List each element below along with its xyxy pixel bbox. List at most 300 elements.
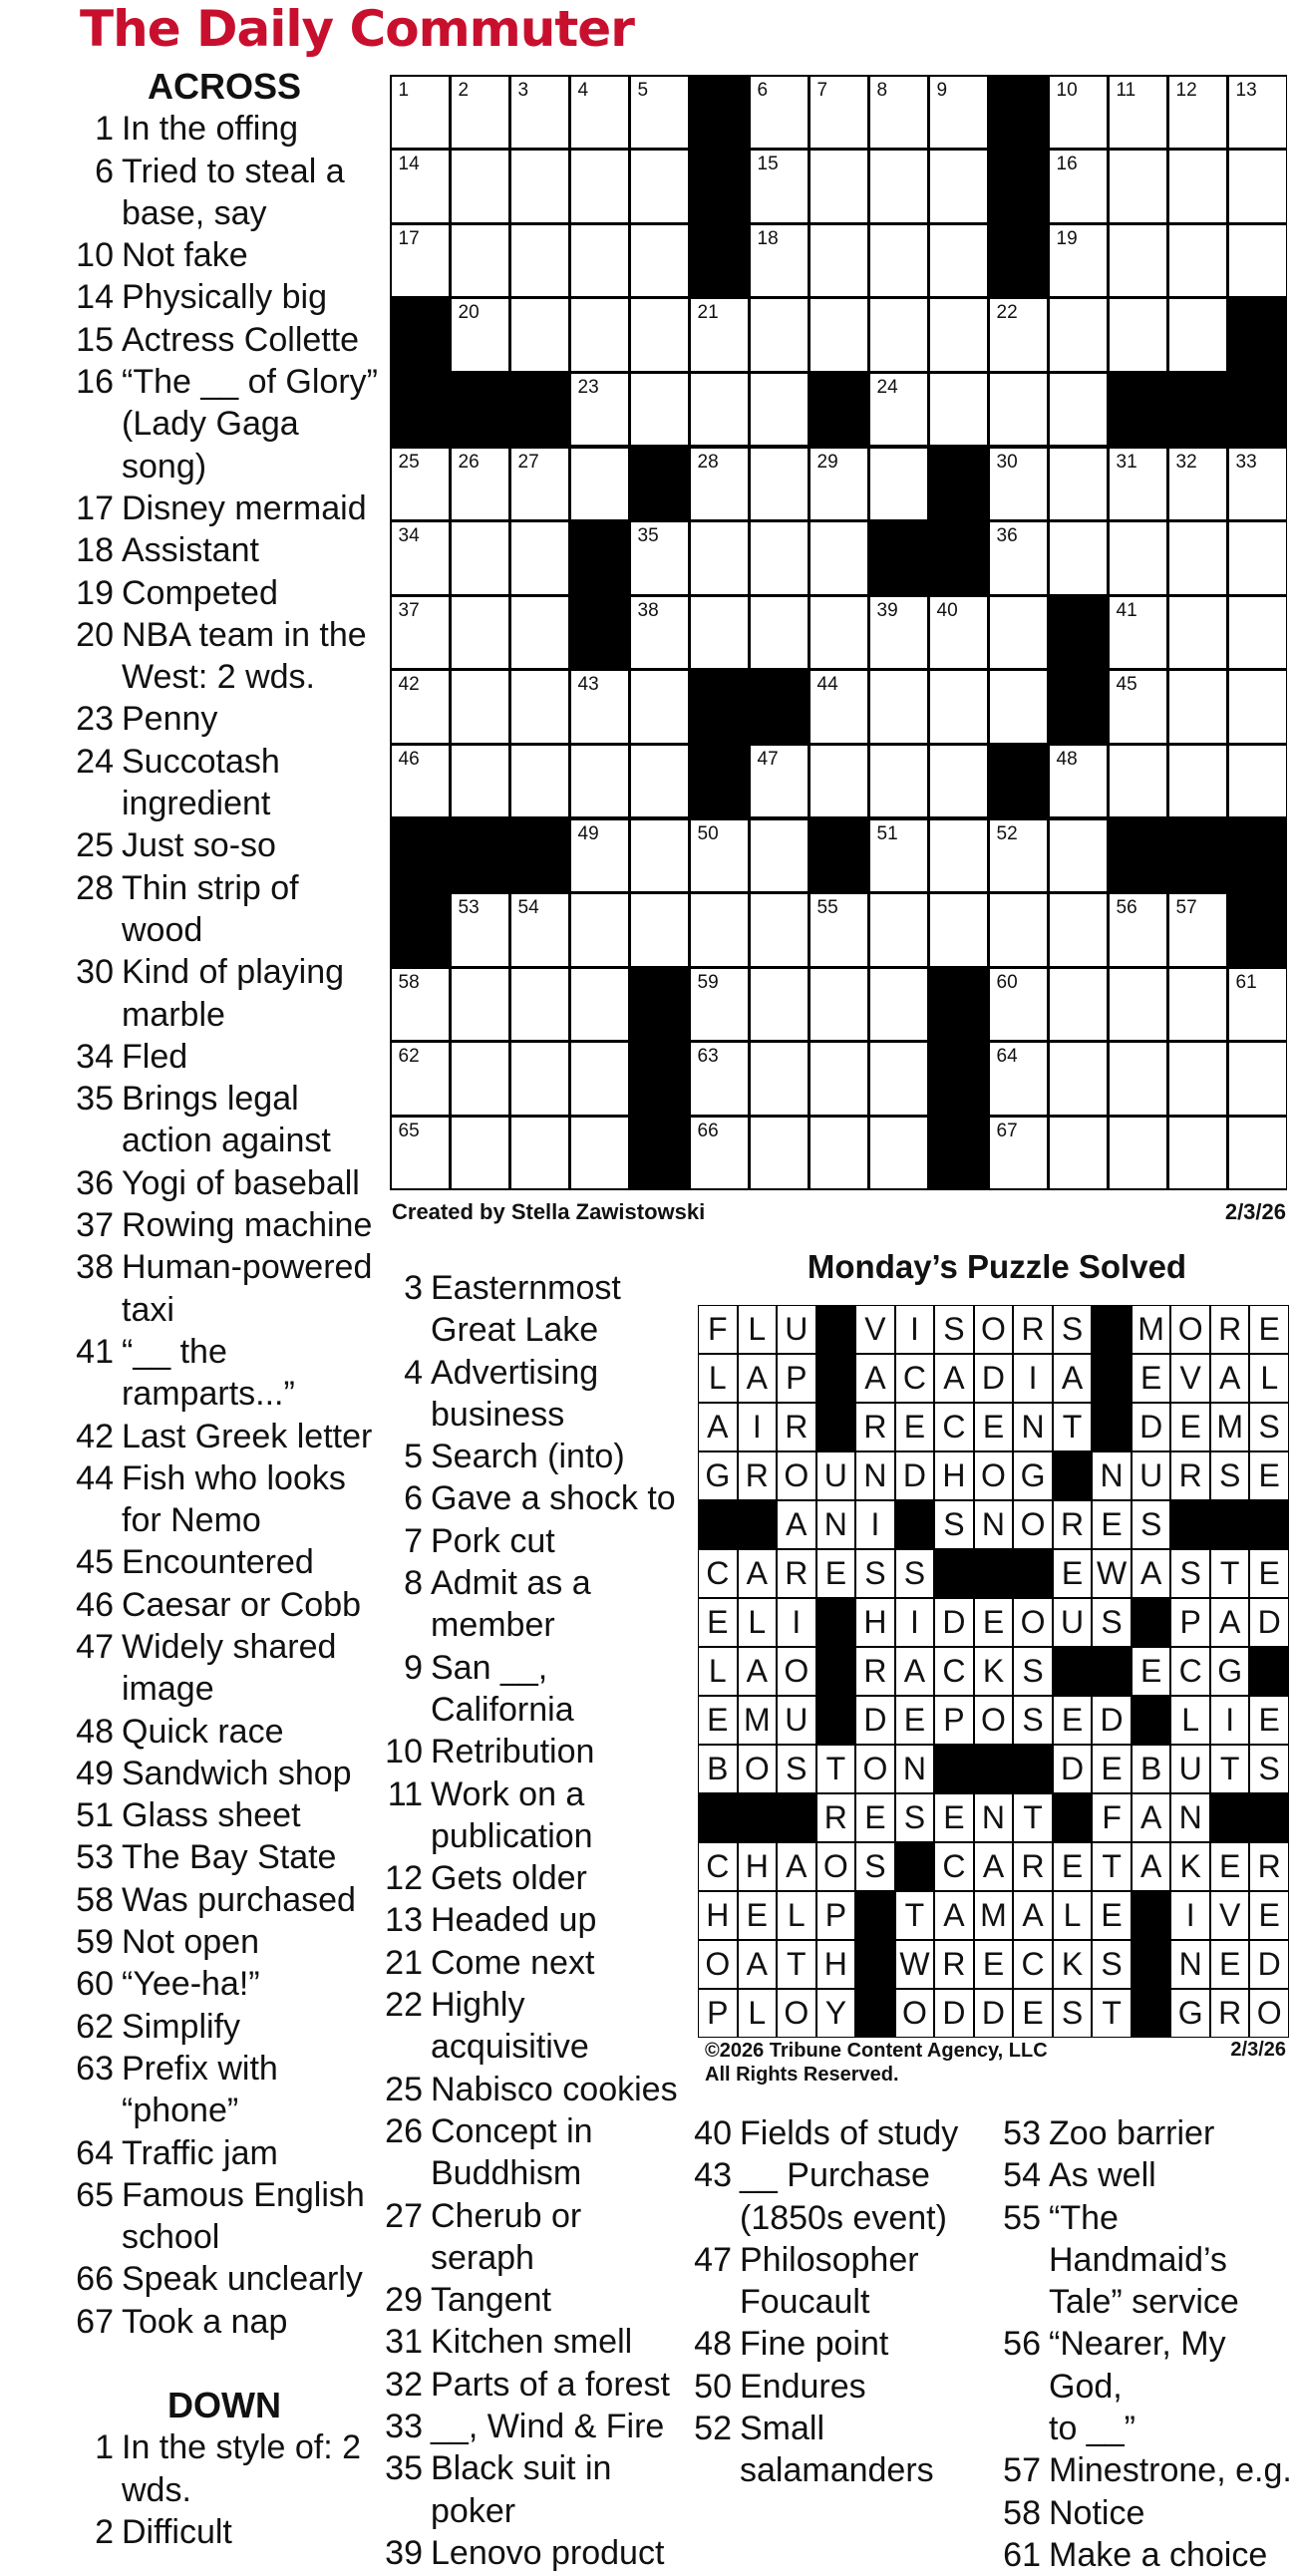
grid-square	[571, 449, 628, 520]
square-number: 29	[816, 451, 838, 473]
clue-line	[688, 2281, 987, 2323]
grid-square	[392, 746, 449, 817]
solution-letter: G	[1014, 1452, 1052, 1499]
square-number: 47	[757, 748, 779, 770]
solution-black-square	[1249, 1793, 1289, 1842]
grid-square	[631, 151, 688, 222]
clue-line	[70, 319, 379, 361]
grid-square	[511, 597, 568, 669]
clue-text: The Bay State	[122, 1838, 337, 1877]
grid-square	[691, 522, 748, 594]
clue-text: __ Purchase	[740, 2156, 930, 2195]
solution-letter: A	[739, 1355, 777, 1402]
solution-letter: E	[817, 1550, 855, 1597]
clue-number	[379, 1604, 423, 1646]
clue-line	[70, 108, 379, 150]
clue-line	[997, 2408, 1296, 2449]
grid-square	[452, 225, 508, 297]
clue-line	[379, 2447, 688, 2489]
clue-text: San __,	[431, 1648, 548, 1687]
clue-line	[379, 1647, 688, 1689]
solution-black-square	[855, 1989, 895, 2038]
solution-letter: R	[1054, 1501, 1092, 1548]
black-square	[509, 372, 569, 447]
solution-letter: D	[1250, 1941, 1288, 1988]
solution-letter: P	[778, 1355, 815, 1402]
solution-letter: O	[896, 1990, 934, 2037]
solution-letter: I	[896, 1306, 934, 1353]
solution-letter: H	[699, 1892, 737, 1939]
grid-square	[691, 299, 748, 371]
square-number: 10	[1056, 79, 1078, 101]
clue-number	[70, 446, 114, 487]
clue-number: 29	[385, 2281, 423, 2320]
solution-letter: L	[1171, 1697, 1209, 1744]
solution-letter: N	[1093, 1452, 1131, 1499]
grid-square	[1050, 894, 1107, 966]
square-number: 32	[1175, 451, 1197, 473]
solution-black-square	[1210, 1793, 1250, 1842]
grid-square	[452, 1043, 508, 1115]
square-number: 22	[996, 302, 1018, 324]
clue-line	[379, 1689, 688, 1731]
solution-letter: I	[1171, 1892, 1209, 1939]
square-number: 14	[398, 154, 420, 175]
clue-line	[70, 2216, 379, 2258]
grid-square	[810, 746, 867, 817]
grid-square	[870, 1043, 927, 1115]
clue-line	[70, 994, 379, 1036]
square-number: 25	[398, 451, 420, 473]
grid-square	[511, 746, 568, 817]
clue-line	[70, 2048, 379, 2090]
clue-line	[379, 2237, 688, 2279]
square-number: 2	[458, 79, 470, 101]
grid-square	[452, 894, 508, 966]
solution-letter: S	[778, 1746, 815, 1792]
clue-text: “Yee-ha!”	[122, 1965, 260, 2004]
clue-line	[70, 1626, 379, 1668]
clue-text: Tale” service	[1049, 2283, 1239, 2322]
solution-black-square	[816, 1598, 856, 1647]
solution-letter: Y	[817, 1990, 855, 2037]
grid-square	[870, 374, 927, 446]
clue-line	[688, 2408, 987, 2449]
solution-black-square	[1249, 1647, 1289, 1696]
solution-letter: S	[1250, 1746, 1288, 1792]
clue-line	[70, 2090, 379, 2131]
square-number: 60	[996, 971, 1018, 993]
grid-square	[930, 820, 987, 892]
solution-letter: H	[935, 1452, 973, 1499]
grid-square	[452, 671, 508, 743]
grid-square	[1110, 597, 1166, 669]
clue-line	[688, 2112, 987, 2154]
grid-square	[870, 151, 927, 222]
grid-square	[810, 77, 867, 149]
solution-letter: N	[1014, 1404, 1052, 1450]
clue-number: 48	[694, 2325, 732, 2364]
clue-line	[70, 698, 379, 740]
black-square	[1167, 818, 1227, 893]
square-number: 34	[398, 525, 420, 547]
solution-letter: T	[896, 1892, 934, 1939]
grid-square	[511, 894, 568, 966]
square-number: 15	[757, 154, 779, 175]
clue-line	[997, 2534, 1296, 2576]
square-number: 30	[996, 451, 1018, 473]
clue-line	[70, 1753, 379, 1794]
solution-black-square	[1132, 1989, 1171, 2038]
solution-letter: O	[856, 1746, 894, 1792]
grid-square	[990, 449, 1047, 520]
square-number: 39	[876, 599, 898, 621]
grid-square	[691, 374, 748, 446]
grid-square	[1050, 969, 1107, 1041]
solution-letter: E	[856, 1794, 894, 1841]
square-number: 26	[458, 451, 480, 473]
clue-text: (Lady Gaga	[122, 405, 299, 444]
grid-square	[930, 225, 987, 297]
grid-square	[1169, 597, 1226, 669]
solution-letter: D	[935, 1990, 973, 2037]
solution-letter: M	[1133, 1306, 1170, 1353]
clue-text: Succotash	[122, 742, 280, 781]
clue-number	[70, 2090, 114, 2131]
clue-text: Prefix with	[122, 2049, 278, 2088]
black-square	[390, 818, 450, 893]
solution-grid	[698, 1305, 1289, 2038]
solution-letter: E	[1054, 1697, 1092, 1744]
solution-letter: O	[739, 1746, 777, 1792]
clue-line	[70, 192, 379, 234]
solution-letter: E	[1054, 1843, 1092, 1890]
square-number: 52	[996, 822, 1018, 844]
grid-square	[870, 820, 927, 892]
grid-square	[691, 1043, 748, 1115]
solution-letter: E	[1093, 1746, 1131, 1792]
grid-square	[990, 597, 1047, 669]
grid-square	[810, 894, 867, 966]
grid-square	[1169, 894, 1226, 966]
clue-text: base, say	[122, 193, 267, 232]
square-number: 3	[517, 79, 529, 101]
square-number: 11	[1116, 79, 1136, 101]
grid-square	[751, 225, 808, 297]
clue-text: __, Wind & Fire	[431, 2408, 665, 2446]
grid-square	[631, 374, 688, 446]
clue-line	[70, 2511, 379, 2553]
grid-square	[511, 449, 568, 520]
solution-letter: F	[699, 1306, 737, 1353]
clue-number: 25	[385, 2070, 423, 2108]
grid-square	[1229, 77, 1286, 149]
clue-line	[997, 2197, 1296, 2282]
square-number: 62	[398, 1046, 420, 1068]
clue-number: 42	[76, 1417, 114, 1455]
solution-letter: I	[1211, 1697, 1249, 1744]
clue-line	[70, 1499, 379, 1541]
clue-line	[688, 2197, 987, 2239]
clue-number: 54	[1003, 2156, 1041, 2195]
solution-letter: W	[896, 1941, 934, 1988]
solution-letter: E	[1093, 1892, 1131, 1939]
square-number: 49	[577, 822, 599, 844]
grid-square	[870, 449, 927, 520]
grid-square	[751, 969, 808, 1041]
solution-letter: E	[1014, 1990, 1052, 2037]
solution-letter: E	[1133, 1648, 1170, 1695]
grid-square	[511, 77, 568, 149]
clue-line	[70, 614, 379, 656]
clue-number: 20	[76, 615, 114, 654]
grid-square	[1229, 597, 1286, 669]
grid-square	[870, 671, 927, 743]
grid-square	[511, 151, 568, 222]
clue-number: 2	[95, 2512, 114, 2551]
square-number: 13	[1235, 79, 1257, 101]
clue-number: 58	[1003, 2493, 1041, 2532]
grid-square	[392, 597, 449, 669]
clue-text: Cherub or	[431, 2196, 582, 2235]
solution-letter: T	[1054, 1404, 1092, 1450]
solution-letter: K	[975, 1648, 1013, 1695]
puzzle-date: 2/3/26	[1224, 1199, 1286, 1224]
grid-square	[1050, 820, 1107, 892]
grid-square	[511, 969, 568, 1041]
clue-text: Widely shared	[122, 1627, 337, 1666]
solution-letter: D	[1133, 1404, 1170, 1450]
solution-letter: A	[699, 1404, 737, 1450]
grid-square	[870, 225, 927, 297]
clue-text: school	[122, 2218, 220, 2257]
solution-letter: M	[739, 1697, 777, 1744]
square-number: 36	[996, 525, 1018, 547]
clue-number	[70, 783, 114, 824]
square-number: 58	[398, 971, 420, 993]
grid-square	[631, 299, 688, 371]
clue-number: 16	[76, 363, 114, 402]
solution-letter: E	[975, 1941, 1013, 1988]
solution-letter: D	[975, 1990, 1013, 2037]
clue-number: 23	[76, 700, 114, 739]
solution-letter: R	[739, 1452, 777, 1499]
clue-line	[70, 487, 379, 529]
grid-square	[751, 449, 808, 520]
clue-text: wds.	[122, 2470, 191, 2509]
clue-text: Human-powered	[122, 1248, 373, 1287]
clue-line	[70, 1246, 379, 1288]
clue-text: Kitchen smell	[431, 2323, 633, 2362]
grid-square	[1169, 746, 1226, 817]
clue-text: “phone”	[122, 2092, 239, 2130]
solution-letter: E	[1211, 1941, 1249, 1988]
across-clues	[70, 66, 379, 2553]
solution-letter: D	[896, 1452, 934, 1499]
grid-square	[990, 374, 1047, 446]
grid-square	[571, 225, 628, 297]
grid-square	[1169, 522, 1226, 594]
clue-text: In the offing	[122, 110, 299, 149]
solution-letter: R	[1211, 1990, 1249, 2037]
clue-number	[688, 2449, 732, 2491]
square-number: 27	[517, 451, 539, 473]
grid-square	[392, 77, 449, 149]
clue-line	[70, 151, 379, 192]
grid-square	[990, 894, 1047, 966]
clue-text: Sandwich shop	[122, 1754, 352, 1792]
solution-letter: E	[699, 1599, 737, 1646]
solution-letter: C	[896, 1355, 934, 1402]
clue-line	[379, 2279, 688, 2321]
grid-square	[870, 597, 927, 669]
clue-number: 21	[385, 1943, 423, 1982]
clue-number: 39	[385, 2533, 423, 2572]
clue-text: Pork cut	[431, 1521, 555, 1560]
clue-number: 43	[694, 2156, 732, 2195]
clue-text: Last Greek letter	[122, 1417, 373, 1455]
black-square	[629, 1116, 689, 1190]
clue-line	[379, 2532, 688, 2574]
grid-square	[751, 597, 808, 669]
clue-line	[70, 2174, 379, 2216]
solution-black-square	[1132, 1696, 1171, 1745]
solution-letter: A	[778, 1501, 815, 1548]
clue-line	[70, 783, 379, 824]
square-number: 55	[816, 897, 838, 919]
clue-text: Small	[740, 2410, 825, 2448]
clue-line	[70, 1416, 379, 1457]
clue-number: 3	[404, 1269, 423, 1307]
grid-square	[511, 671, 568, 743]
clue-number: 32	[385, 2365, 423, 2404]
solution-letter: R	[817, 1794, 855, 1841]
solution-letter: A	[1211, 1355, 1249, 1402]
solution-black-square	[816, 1647, 856, 1696]
clue-number	[70, 656, 114, 698]
clue-line	[379, 2152, 688, 2194]
grid-square	[1110, 77, 1166, 149]
clue-text: Fled	[122, 1037, 188, 1076]
clue-line	[70, 1711, 379, 1753]
clue-text: Admit as a	[431, 1564, 591, 1603]
solution-letter: L	[778, 1892, 815, 1939]
clue-number: 48	[76, 1712, 114, 1751]
solution-black-square	[1053, 1647, 1093, 1696]
grid-square	[1169, 969, 1226, 1041]
square-number: 35	[637, 525, 659, 547]
solution-letter: B	[1133, 1746, 1170, 1792]
solution-letter: O	[778, 1648, 815, 1695]
grid-square	[1050, 151, 1107, 222]
grid-square	[1169, 77, 1226, 149]
grid-square	[751, 746, 808, 817]
clue-text: Not fake	[122, 236, 248, 275]
grid-square	[392, 151, 449, 222]
solution-letter: S	[1014, 1697, 1052, 1744]
clue-text: image	[122, 1670, 214, 1709]
grid-square	[990, 671, 1047, 743]
grid-square	[810, 671, 867, 743]
grid-square	[870, 1118, 927, 1189]
square-number: 5	[637, 79, 649, 101]
clue-number: 35	[385, 2449, 423, 2488]
solution-letter: N	[975, 1501, 1013, 1548]
solution-letter: G	[1211, 1648, 1249, 1695]
solution-letter: U	[1133, 1452, 1170, 1499]
clue-line	[688, 2323, 987, 2365]
solution-letter: P	[1171, 1599, 1209, 1646]
clue-number	[997, 2408, 1041, 2449]
black-square	[629, 447, 689, 521]
solution-letter: I	[856, 1501, 894, 1548]
black-square	[928, 521, 988, 596]
solution-letter: D	[975, 1355, 1013, 1402]
clue-number: 60	[76, 1965, 114, 2004]
solution-letter: A	[1211, 1599, 1249, 1646]
black-square	[689, 744, 749, 818]
clue-text: Traffic jam	[122, 2133, 278, 2172]
copyright-notice	[705, 2039, 1048, 2087]
clue-line	[997, 2492, 1296, 2534]
black-square	[450, 372, 509, 447]
black-square	[928, 1116, 988, 1190]
grid-square	[1229, 671, 1286, 743]
clue-line	[70, 1162, 379, 1204]
solution-black-square	[895, 1842, 935, 1891]
clue-text: (1850s event)	[740, 2198, 947, 2237]
grid-square	[810, 151, 867, 222]
clue-line	[379, 1309, 688, 1351]
black-square	[509, 818, 569, 893]
square-number: 41	[1116, 599, 1137, 621]
solution-letter: C	[1014, 1941, 1052, 1988]
grid-square	[930, 77, 987, 149]
clue-text: Physically big	[122, 278, 327, 317]
clue-number: 26	[385, 2111, 423, 2150]
clue-number	[70, 403, 114, 445]
solution-date: 2/3/26	[1230, 2039, 1286, 2061]
black-square	[1167, 372, 1227, 447]
clue-line	[70, 361, 379, 403]
solution-black-square	[1249, 1500, 1289, 1549]
clue-text: Gets older	[431, 1859, 587, 1898]
square-number: 20	[458, 302, 480, 324]
clue-number: 1	[95, 110, 114, 149]
clue-text: member	[431, 1606, 555, 1645]
grid-square	[452, 299, 508, 371]
clue-number	[70, 1668, 114, 1710]
square-number: 12	[1175, 79, 1197, 101]
clue-line	[70, 1078, 379, 1120]
clue-line	[70, 276, 379, 318]
clue-line	[70, 1120, 379, 1161]
down-clues-col-3	[688, 2112, 987, 2492]
clue-number: 27	[385, 2196, 423, 2235]
clue-line	[70, 234, 379, 276]
clue-number	[70, 2469, 114, 2511]
solution-letter: P	[699, 1990, 737, 2037]
square-number: 56	[1116, 897, 1137, 919]
clue-text: Thin strip of wood	[122, 868, 299, 949]
solution-letter: E	[1093, 1501, 1131, 1548]
clue-text: Nabisco cookies	[431, 2070, 678, 2108]
clue-line	[70, 1668, 379, 1710]
black-square	[988, 223, 1048, 298]
grid-square	[631, 894, 688, 966]
solution-letter: A	[935, 1355, 973, 1402]
clue-line	[70, 2132, 379, 2174]
